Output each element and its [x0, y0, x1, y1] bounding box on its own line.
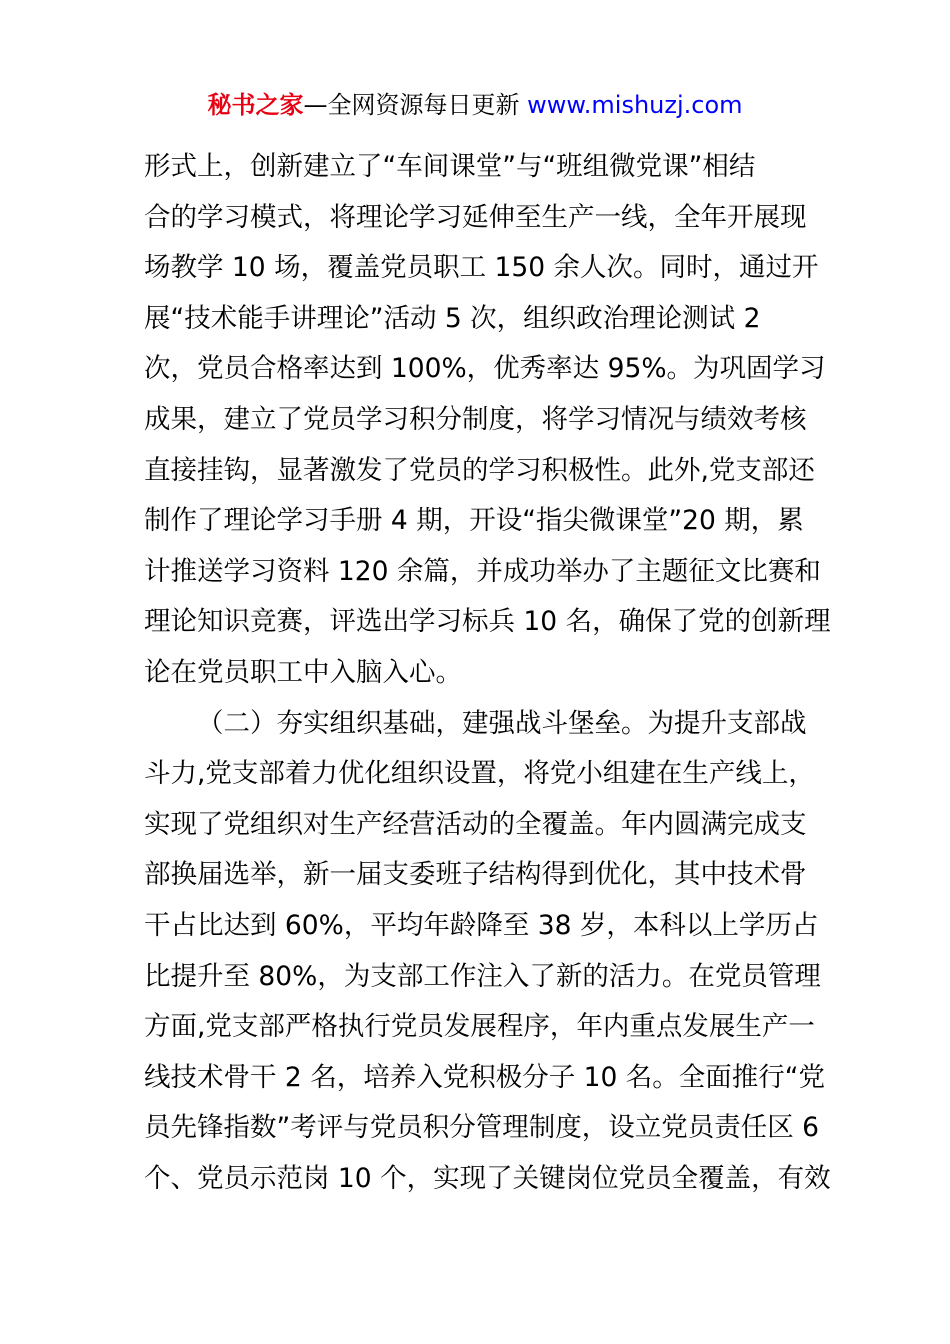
text-line: 直接挂钩，显著激发了党员的学习积极性。此外,党支部还	[144, 454, 815, 486]
text-line: 实现了党组织对生产经营活动的全覆盖。年内圆满完成支	[144, 808, 807, 840]
text-line: 个、党员示范岗 10 个，实现了关键岗位党员全覆盖，有效	[144, 1162, 831, 1194]
text-line: 干占比达到 60%，平均年龄降至 38 岁，本科以上学历占	[144, 909, 819, 941]
text-line: 形式上，创新建立了“车间课堂”与“班组微党课”相结	[144, 151, 756, 182]
document-body	[144, 147, 831, 1209]
text-line: 场教学 10 场，覆盖党员职工 150 余人次。同时，通过开	[144, 252, 819, 284]
text-line: 制作了理论学习手册 4 期，开设“指尖微课堂”20 期，累	[144, 505, 804, 537]
text-line: 部换届选举，新一届支委班子结构得到优化，其中技术骨	[144, 859, 807, 891]
text-line: 成果，建立了党员学习积分制度，将学习情况与绩效考核	[144, 403, 807, 435]
text-line: 员先锋指数”考评与党员积分管理制度，设立党员责任区 6	[144, 1112, 820, 1144]
text-line: 斗力,党支部着力优化组织设置，将党小组建在生产线上，	[144, 758, 815, 790]
text-line: 计推送学习资料 120 余篇，并成功举办了主题征文比赛和	[144, 555, 821, 587]
section-heading-line: （二）夯实组织基础，建强战斗堡垒。为提升支部战	[197, 707, 807, 739]
text-line: 线技术骨干 2 名，培养入党积极分子 10 名。全面推行“党	[144, 1061, 826, 1093]
text-line: 展“技术能手讲理论”活动 5 次，组织政治理论测试 2	[144, 302, 761, 334]
header-brand: 秘书之家	[207, 91, 304, 119]
page-header	[0, 88, 950, 122]
header-tagline: —全网资源每日更新	[303, 91, 528, 119]
text-line: 比提升至 80%，为支部工作注入了新的活力。在党员管理	[144, 960, 821, 992]
text-line: 方面,党支部严格执行党员发展程序，年内重点发展生产一	[144, 1011, 815, 1043]
text-line: 理论知识竞赛，评选出学习标兵 10 名，确保了党的创新理	[144, 606, 831, 638]
text-line: 合的学习模式，将理论学习延伸至生产一线，全年开展现	[144, 201, 807, 233]
text-line: 论在党员职工中入脑入心。	[144, 656, 462, 688]
header-url[interactable]: www.mishuzj.com	[527, 91, 743, 119]
text-line: 次，党员合格率达到 100%，优秀率达 95%。为巩固学习	[144, 353, 826, 385]
